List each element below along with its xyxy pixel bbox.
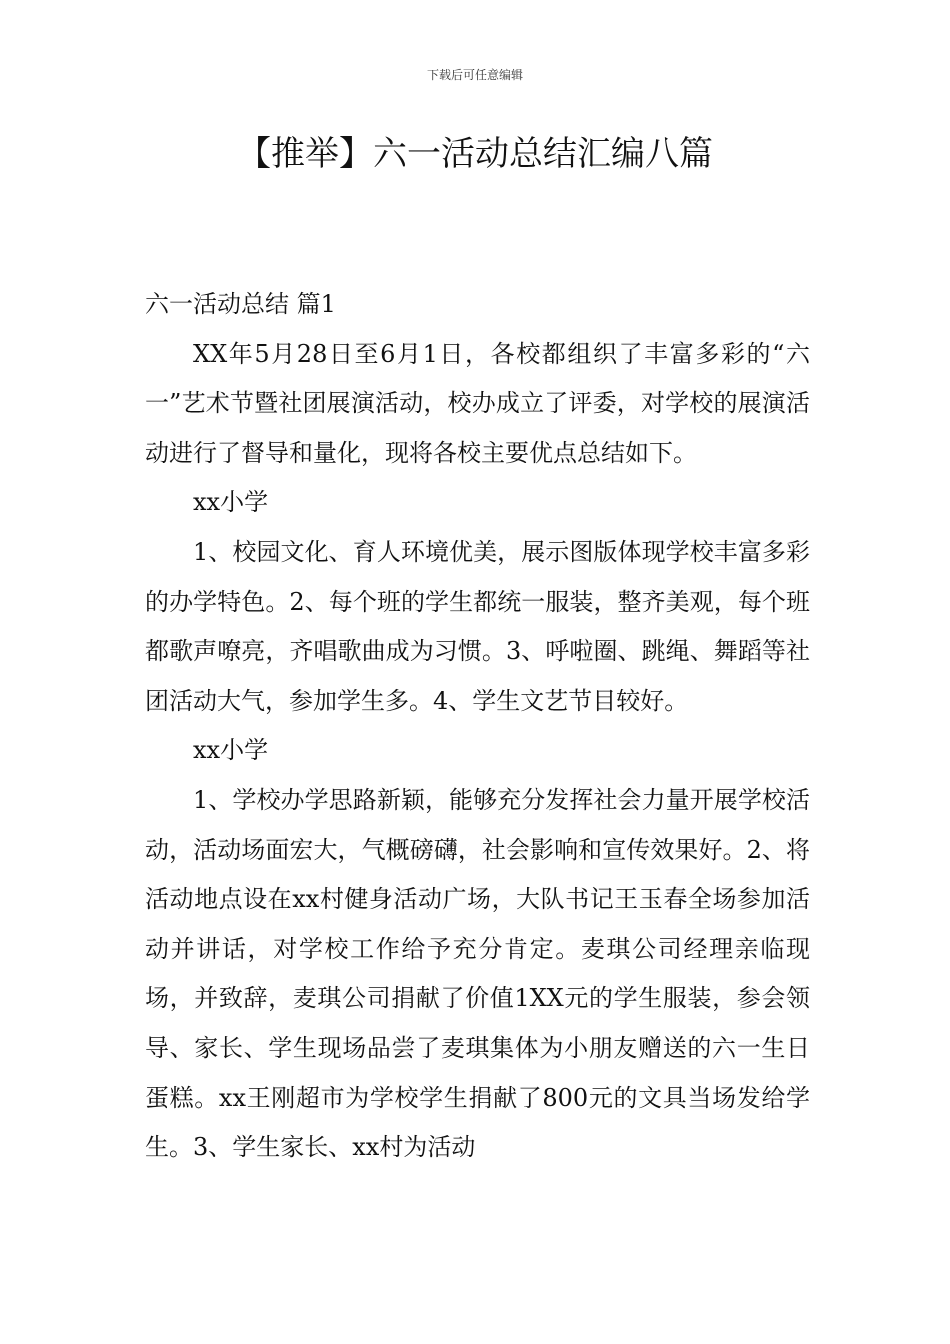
document-body: [145, 280, 810, 1173]
header-note: 下载后可任意编辑: [426, 68, 523, 82]
school-name: xx小学: [193, 488, 269, 517]
school-summary-paragraph: 1、学校办学思路新颖，能够充分发挥社会力量开展学校活动，活动场面宏大，气概磅礴，社会影响和宣传效果好。2、将活动地点设在xx村健身活动广场，大队书记王玉春全场参加活动并讲话，对学校工作给予充分肯定。麦琪公司经理亲临现场，并致辞，麦琪公司捐献了价值1XX元的学生服装，参会领导、家长、学生现场品尝了麦琪集体为小朋友赠送的六一生日蛋糕。xx王刚超市为学校学生捐献了800元的文具当场发给学生。3、学生家长、xx村为活动: [145, 785, 810, 1162]
intro-paragraph: XX年5月28日至6月1日，各校都组织了丰富多彩的“六一”艺术节暨社团展演活动，校办成立了评委，对学校的展演活动进行了督导和量化，现将各校主要优点总结如下。: [145, 339, 810, 467]
document-title: 【推举】六一活动总结汇编八篇: [237, 134, 713, 174]
school-summary-paragraph: 1、校园文化、育人环境优美，展示图版体现学校丰富多彩的办学特色。2、每个班的学生都统一服装，整齐美观，每个班都歌声嘹亮，齐唱歌曲成为习惯。3、呼啦圈、跳绳、舞蹈等社团活动大气，参加学生多。4、学生文艺节目较好。: [145, 537, 810, 715]
section-heading: 六一活动总结 篇1: [145, 290, 336, 318]
school-name: xx小学: [193, 736, 269, 765]
